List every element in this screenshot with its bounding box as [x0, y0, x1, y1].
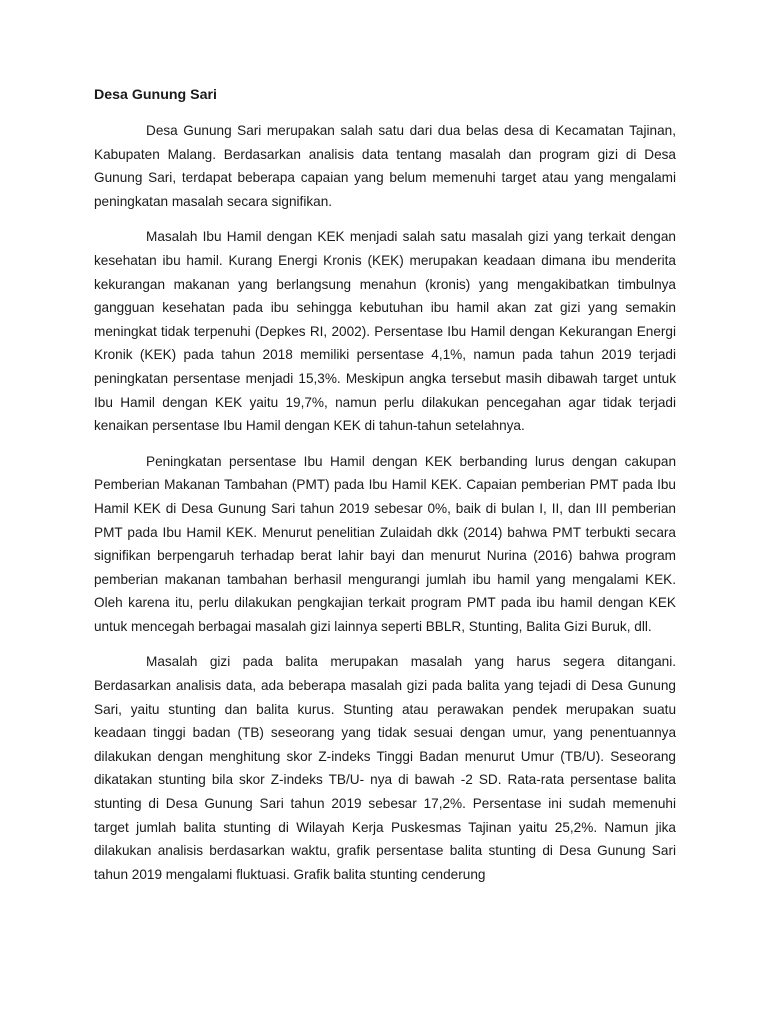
document-title: Desa Gunung Sari [94, 87, 217, 103]
paragraph-kek: Masalah Ibu Hamil dengan KEK menjadi salah satu masalah gizi yang terkait dengan kesehatan ibu hamil. Kurang Energi Kronis (KEK) merupakan keadaan dimana ibu menderita kekurangan makanan yang berlangsung menahun (kronis) yang mengakibatkan timbulnya gangguan kesehatan pada ibu sehingga kebutuhan ibu hamil akan zat gizi yang semakin meningkat tidak terpenuhi (Depkes RI, 2002). Persentase Ibu Hamil dengan Kekurangan Energi Kronik (KEK) pada tahun 2018 memiliki persentase 4,1%, namun pada tahun 2019 terjadi peningkatan persentase menjadi 15,3%. Meskipun angka tersebut masih dibawah target untuk Ibu Hamil dengan KEK yaitu 19,7%, namun perlu dilakukan pencegahan agar tidak terjadi kenaikan persentase Ibu Hamil dengan KEK di tahun-tahun setelahnya. [94, 229, 676, 434]
document-page [94, 85, 676, 898]
paragraph-pmt: Peningkatan persentase Ibu Hamil dengan KEK berbanding lurus dengan cakupan Pemberian Makanan Tambahan (PMT) pada Ibu Hamil KEK. Capaian pemberian PMT pada Ibu Hamil KEK di Desa Gunung Sari tahun 2019 sebesar 0%, baik di bulan I, II, dan III pemberian PMT pada Ibu Hamil KEK. Menurut penelitian Zulaidah dkk (2014) bahwa PMT terbukti secara signifikan berpengaruh terhadap berat lahir bayi dan menurut Nurina (2016) bahwa program pemberian makanan tambahan berhasil mengurangi jumlah ibu hamil yang mengalami KEK. Oleh karena itu, perlu dilakukan pengkajian terkait program PMT pada ibu hamil dengan KEK untuk mencegah berbagai masalah gizi lainnya seperti BBLR, Stunting, Balita Gizi Buruk, dll. [94, 453, 676, 634]
paragraph-balita: Masalah gizi pada balita merupakan masalah yang harus segera ditangani. Berdasarkan analisis data, ada beberapa masalah gizi pada balita yang tejadi di Desa Gunung Sari, yaitu stunting dan balita kurus. Stunting atau perawakan pendek merupakan suatu keadaan tinggi badan (TB) seseorang yang tidak sesuai dengan umur, yang penentuannya dilakukan dengan menghitung skor Z-indeks Tinggi Badan menurut Umur (TB/U). Seseorang dikatakan stunting bila skor Z-indeks TB/U- nya di bawah -2 SD. Rata-rata persentase balita stunting di Desa Gunung Sari tahun 2019 sebesar 17,2%. Persentase ini sudah memenuhi target jumlah balita stunting di Wilayah Kerja Puskesmas Tajinan yaitu 25,2%. Namun jika dilakukan analisis berdasarkan waktu, grafik persentase balita stunting di Desa Gunung Sari tahun 2019 mengalami fluktuasi. Grafik balita stunting cenderung [94, 654, 676, 882]
paragraph-intro: Desa Gunung Sari merupakan salah satu dari dua belas desa di Kecamatan Tajinan, Kabupaten Malang. Berdasarkan analisis data tentang masalah dan program gizi di Desa Gunung Sari, terdapat beberapa capaian yang belum memenuhi target atau yang mengalami peningkatan masalah secara signifikan. [94, 123, 676, 209]
